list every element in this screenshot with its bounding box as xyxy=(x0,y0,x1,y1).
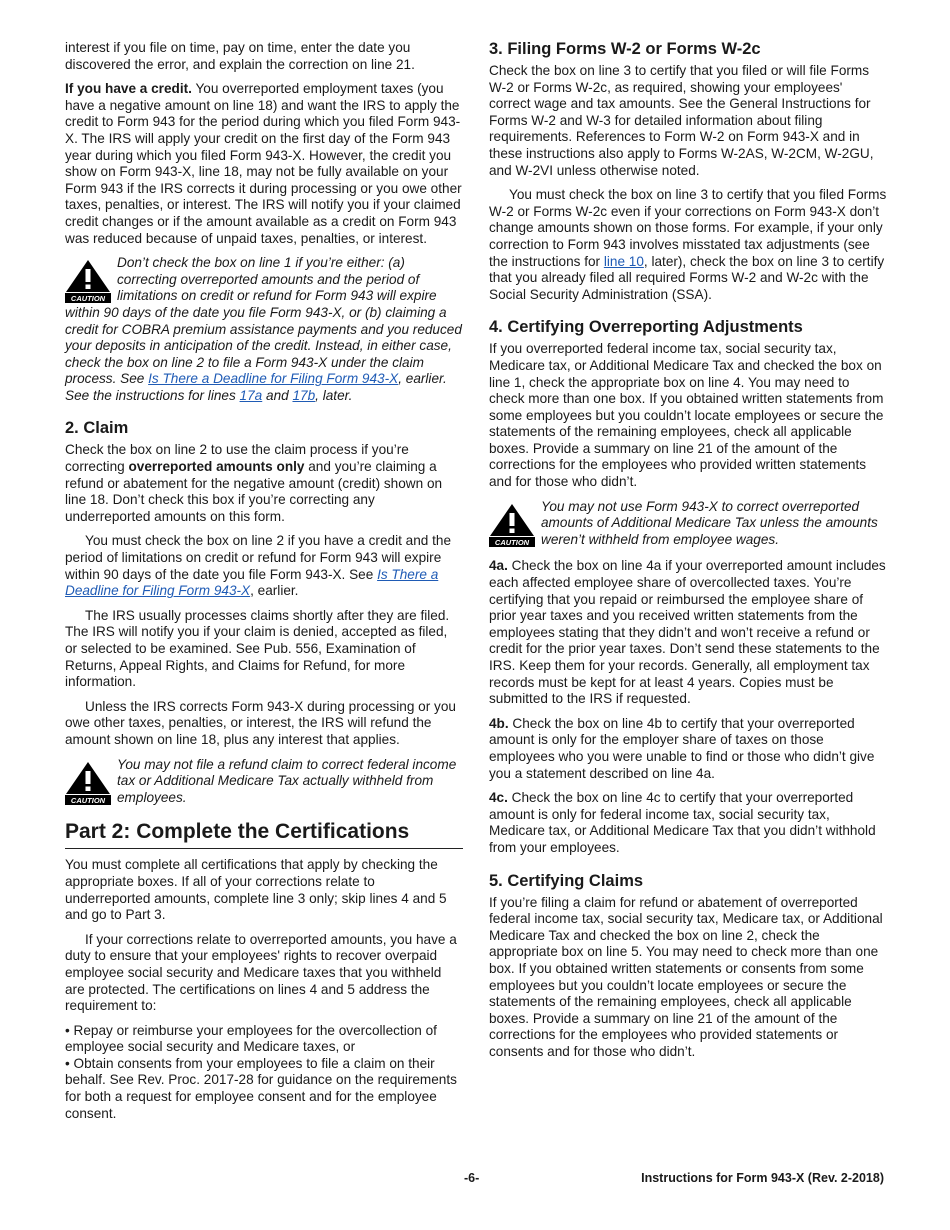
line-17a-link[interactable]: 17a xyxy=(239,387,263,403)
line-4a-body: Check the box on line 4a if your overreported amount includes each affected employee share of overcollected taxes. You’re certifying that you repaid or reimbursed the employee share of prior year taxes and you received written statements from the employees stating that they didn’t and won’t receive a refund or credit for the prior year taxes. Don’t send these statements to the IRS. Keep them for your records. Generally, all employment tax records must be kept for at least 4 years. Copies must be submitted to the IRS if requested. xyxy=(489,558,886,707)
right-column xyxy=(489,40,887,1068)
claim-p2-b: , earlier. xyxy=(250,583,299,599)
claim-paragraph-3: The IRS usually processes claims shortly after they are filed. The IRS will notify you if your claim is denied, accepted as filed, or selected to be examined. See Pub. 556, Examination of Returns, Appeal Rights, and Claims for Refund, for more information. xyxy=(65,607,450,690)
line-17b-link[interactable]: 17b xyxy=(292,387,316,403)
caution-icon xyxy=(489,503,535,547)
left-column xyxy=(65,40,463,1130)
caution-note-3 xyxy=(489,499,887,549)
svg-text:CAUTION: CAUTION xyxy=(70,795,106,805)
s3-p2-a: You must check the box on line 3 to certify that you filed Forms W-2 or Forms W-2c even if your corrections on Form 943-X don’t change amounts shown on those forms. For example, if your only correction to Form 943 involves misstated tax adjustments (see the instructions for xyxy=(489,187,887,269)
section3-heading: 3. Filing Forms W-2 or Forms W-2c xyxy=(489,40,761,58)
claim-paragraph-1 xyxy=(65,442,463,525)
part2-paragraph-1: You must complete all certifications that apply by checking the appropriate boxes. If all of your corrections relate to underreported amounts, complete line 3 only; skip lines 4 and 5 and go to Part 3. xyxy=(65,857,447,923)
caution-note-1 xyxy=(65,255,463,404)
section3-paragraph-2 xyxy=(489,187,887,303)
caution1-text: Don’t check the box on line 1 if you’re either: (a) correcting overreported amounts and the period of limitations on credit or refund for Form 943 will expire within 90 days of the date you file Form 943-X, or (b) claiming a credit for COBRA premium assistance payments and you reduced your deposits in anticipation of the credit. Instead, in either case, check the box on line 2 to file a Form 943-X under the claim process. See xyxy=(65,255,462,387)
section5-heading: 5. Certifying Claims xyxy=(489,871,644,890)
caution-icon xyxy=(65,259,111,303)
credit-body: You overreported employment taxes (you have a negative amount on line 18) and want the IRS to apply the credit to Form 943 for the period during which you filed Form 943-X. The IRS will apply your credit on the first day of the Form 943 year during which you filed Form 943-X. However, the credit you show on Form 943-X, line 18, may not be fully available on your Form 943 if the IRS corrects it during processing or you owe other taxes, penalties, or interest. The IRS will notify you if your claimed credit changes or if the amount available as a credit on Form 943 was reduced because of unpaid taxes, penalties, or interest. xyxy=(65,81,462,246)
intro-paragraph: interest if you file on time, pay on time, enter the date you discovered the error, and explain the correction on line 21. xyxy=(65,40,415,72)
line-10-link[interactable]: line 10 xyxy=(603,253,644,269)
line-4a-paragraph xyxy=(489,558,887,707)
page-number: -6- xyxy=(464,1171,480,1185)
line-4c-paragraph xyxy=(489,790,887,856)
caution-icon xyxy=(65,761,111,805)
claim-paragraph-2 xyxy=(65,533,463,599)
section3-paragraph-1: Check the box on line 3 to certify that you filed or will file Forms W-2 or Forms W-2c, as required, showing your employees' correct wage and tax amounts. See the General Instructions for Forms W-2 and W-3 for detailed information about filing requirements. References to Form W-2 on Form 943-X and in these instructions also apply to Forms W-2AS, W-2CM, W-2GU, and W-2VI unless otherwise noted. xyxy=(489,63,874,178)
line-4b-body: Check the box on line 4b to certify that your overreported amount is only for the employer share of taxes on those employees who you were unable to find or those who didn’t give you a statement described on line 4a. xyxy=(489,715,875,781)
claim-heading: 2. Claim xyxy=(65,419,129,438)
claim-p2-a: You must check the box on line 2 if you have a credit and the period of limitations on credit or refund for Form 943 will expire within 90 days of the date you file Form 943-X. See xyxy=(65,533,452,582)
svg-text:CAUTION: CAUTION xyxy=(70,294,106,304)
caution1-text-d: , later. xyxy=(315,387,353,403)
claim-paragraph-4: Unless the IRS corrects Form 943-X during processing or you owe other taxes, penalties, or interest, the IRS will refund the amount shown on line 18, plus any interest that applies. xyxy=(65,698,456,747)
caution1-text-b: , earlier. See the instructions for lines xyxy=(65,371,447,403)
claim-p1-bold: overreported amounts only xyxy=(128,459,305,475)
footer-title: Instructions for Form 943-X (Rev. 2-2018) xyxy=(641,1171,884,1185)
bullet-item-2: • Obtain consents from your employees to file a claim on their behalf. See Rev. Proc. 2017-28 for guidance on the requirements for both a request for employee consent and for the employee consent. xyxy=(65,1055,457,1121)
line-4c-body: Check the box on line 4c to certify that your overreported amount is only for federal income tax, social security tax, Medicare tax, or Additional Medicare Tax that you didn’t withhold from your employees. xyxy=(489,790,876,855)
svg-text:CAUTION: CAUTION xyxy=(494,537,530,547)
part2-paragraph-2: If your corrections relate to overreported amounts, you have a duty to ensure that your employees' rights to recover overpaid employee social security and Medicare taxes that you withheld are protected. The certifications on lines 4 and 5 address the requirement to: xyxy=(65,931,457,1014)
section5-paragraph-1: If you’re filing a claim for refund or abatement of overreported federal income tax, social security tax, Medicare tax, or Additional Medicare Tax and checked the box on line 2, check the appropriate box on line 5. You may need to check more than one box. If you obtained written statements or consents from some employees but you couldn’t locate employees or secure the statements of the remaining employees, check all applicable boxes. Provide a summary on line 21 of the amount of the corrections for the employees who provided statements or consents and for those who didn’t. xyxy=(489,894,883,1059)
caution1-text-c: and xyxy=(262,387,293,403)
claim-p1-a: Check the box on line 2 to use the claim process if you’re correcting xyxy=(65,442,409,475)
section4-heading: 4. Certifying Overreporting Adjustments xyxy=(489,318,803,337)
caution3-text: You may not use Form 943-X to correct overreported amounts of Additional Medicare Tax unless the amounts weren’t withheld from employee wages. xyxy=(541,498,878,547)
caution2-text: You may not file a refund claim to correct federal income tax or Additional Medicare Tax actually withheld from employees. xyxy=(117,756,457,805)
line-4c-label: 4c. xyxy=(489,790,508,806)
bullet-item-1: • Repay or reimburse your employees for the overcollection of employee social security and Medicare taxes, or xyxy=(65,1022,437,1055)
caution-note-2 xyxy=(65,757,463,807)
section4-paragraph-1: If you overreported federal income tax, social security tax, Medicare tax, or Additional Medicare Tax and checked the box on line 1, check the appropriate box on line 4. You may need to check more than one box. If you obtained written statements from some employees but you couldn’t locate employees or secure the statements of the remaining employees, check all applicable boxes. Provide a summary on line 21 of the amount of the corrections for the employees who provided written statements and for those who didn’t. xyxy=(489,341,884,490)
line-4a-label: 4a. xyxy=(489,558,508,574)
line-4b-paragraph xyxy=(489,716,887,782)
line-4b-label: 4b. xyxy=(489,715,509,731)
credit-lead: If you have a credit. xyxy=(65,81,192,97)
credit-paragraph xyxy=(65,81,463,247)
claim-p1-b: and you’re claiming a refund or abatement for the negative amount (credit) shown on line 18. Don’t check this box if you’re correcting any underreported amounts on this form. xyxy=(65,459,443,524)
s3-p2-b: , later), check the box on line 3 to certify that you already filed all required Forms W-2 and W-2c with the Social Security Administration (SSA). xyxy=(489,253,885,302)
deadline-link[interactable]: Is There a Deadline for Filing Form 943-X xyxy=(148,371,399,387)
part2-heading: Part 2: Complete the Certifications xyxy=(65,819,463,849)
deadline-link-2[interactable]: Is There a Deadline for Filing Form 943-X xyxy=(65,566,439,599)
